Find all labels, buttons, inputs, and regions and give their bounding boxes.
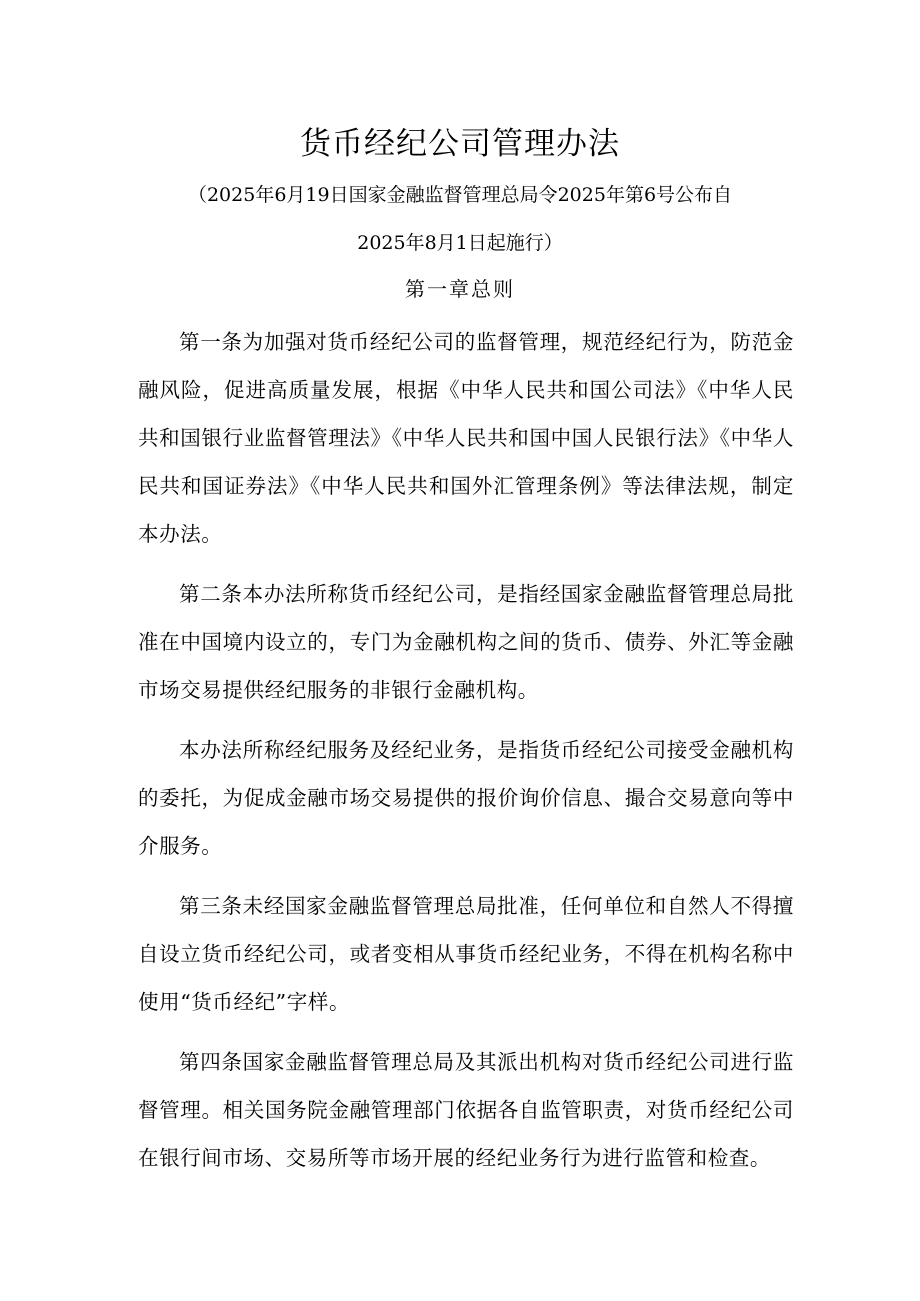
chapter-heading: 第一章总则 <box>405 277 515 301</box>
document-body <box>138 318 794 1194</box>
article-3-paragraph: 第三条未经国家金融监督管理总局批准，任何单位和自然人不得擅自设立货币经纪公司，或者变相从事货币经纪业务，不得在机构名称中使用“货币经纪”字样。 <box>138 894 794 1014</box>
document-subtitle-line-1: （2025年6月19日国家金融监督管理总局令2025年第6号公布自 <box>187 184 733 206</box>
article-4-paragraph: 第四条国家金融监督管理总局及其派出机构对货币经纪公司进行监督管理。相关国务院金融管理部门依据各自监管职责，对货币经纪公司在银行间市场、交易所等市场开展的经纪业务行为进行监管和检查。 <box>138 1050 794 1170</box>
article-2-definition-paragraph: 本办法所称经纪服务及经纪业务，是指货币经纪公司接受金融机构的委托，为促成金融市场交易提供的报价询价信息、撮合交易意向等中介服务。 <box>138 738 794 858</box>
document-subtitle-line-2: 2025年8月1日起施行） <box>357 232 563 254</box>
document-title: 货币经纪公司管理办法 <box>300 126 620 162</box>
article-2-paragraph: 第二条本办法所称货币经纪公司，是指经国家金融监督管理总局批准在中国境内设立的，专门为金融机构之间的货币、债券、外汇等金融市场交易提供经纪服务的非银行金融机构。 <box>138 582 794 702</box>
article-1-paragraph: 第一条为加强对货币经纪公司的监督管理，规范经纪行为，防范金融风险，促进高质量发展，根据《中华人民共和国公司法》《中华人民共和国银行业监督管理法》《中华人民共和国中国人民银行法》《中华人民共和国证券法》《中华人民共和国外汇管理条例》等法律法规，制定本办法。 <box>138 330 794 546</box>
